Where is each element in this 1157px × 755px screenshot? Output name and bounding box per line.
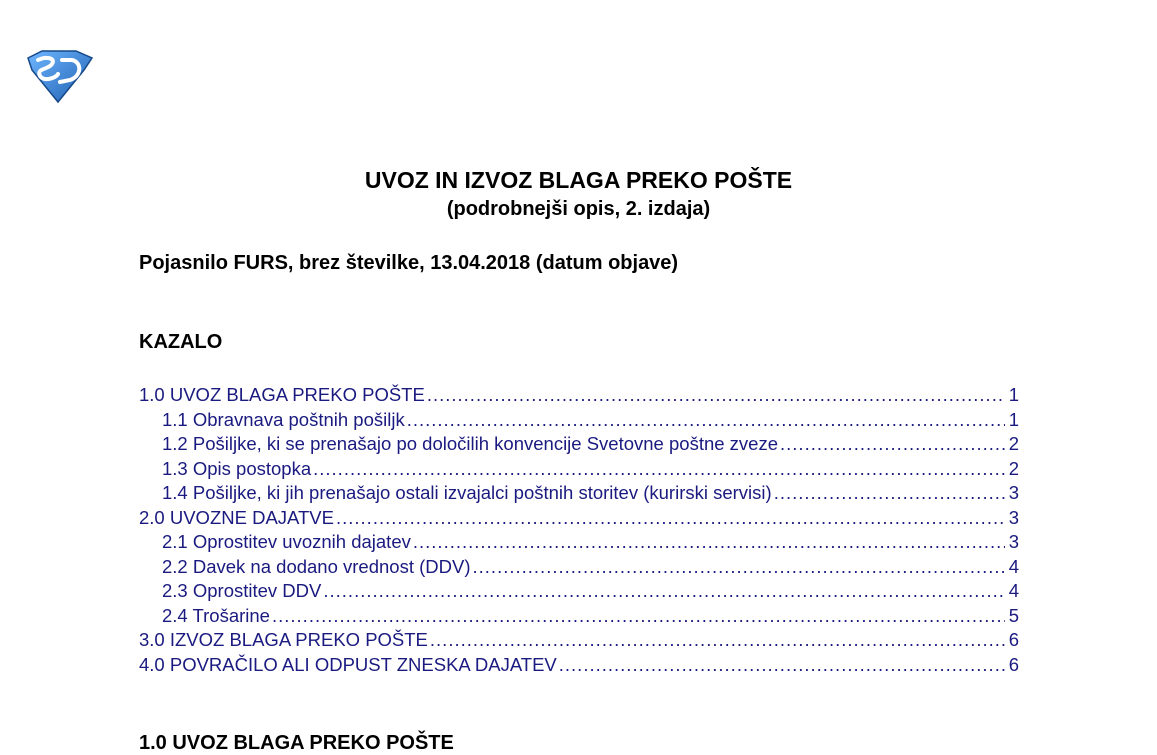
- toc-entry-text: 1.4 Pošiljke, ki jih prenašajo ostali izvajalci poštnih storitev (kurirski servisi): [162, 482, 772, 503]
- toc-page-number: 3: [1008, 482, 1019, 503]
- toc-entry[interactable]: [139, 506, 1019, 531]
- toc-entry-text: 4.0 POVRAČILO ALI ODPUST ZNESKA DAJATEV: [139, 653, 557, 675]
- toc-dot-leader: [336, 506, 1005, 531]
- document-title: UVOZ IN IZVOZ BLAGA PREKO POŠTE: [364, 167, 793, 193]
- toc-page-number: 1: [1008, 408, 1019, 430]
- toc-dot-leader: [323, 579, 1005, 604]
- toc-entry[interactable]: [139, 383, 1019, 408]
- toc-heading: KAZALO: [139, 331, 223, 353]
- toc-dot-leader: [774, 481, 1005, 506]
- toc-entry-text: 1.3 Opis postopka: [162, 457, 312, 479]
- toc-entry[interactable]: [139, 555, 1019, 580]
- toc-dot-leader: [313, 457, 1005, 482]
- toc-page-number: 2: [1008, 433, 1019, 454]
- toc-page-number: 4: [1008, 555, 1019, 577]
- toc-entry-text: 2.1 Oprostitev uvoznih dajatev: [162, 531, 411, 552]
- document-subtitle: (podrobnejši opis, 2. izdaja): [446, 198, 711, 220]
- toc-page-number: 1: [1008, 384, 1019, 405]
- toc-entry-text: 1.1 Obravnava poštnih pošiljk: [162, 408, 405, 430]
- toc-page-number: 6: [1008, 629, 1019, 650]
- toc-page-number: 6: [1008, 653, 1019, 675]
- toc-entry-text: 2.4 Trošarine: [162, 604, 270, 626]
- toc-entry-text: 2.0 UVOZNE DAJATVE: [139, 506, 334, 528]
- table-of-contents: [139, 383, 1019, 677]
- toc-dot-leader: [427, 383, 1005, 408]
- toc-entry[interactable]: [139, 408, 1019, 433]
- toc-entry[interactable]: [139, 481, 1019, 506]
- toc-page-number: 2: [1008, 457, 1019, 479]
- toc-entry-text: 1.2 Pošiljke, ki se prenašajo po določilih konvencije Svetovne poštne zveze: [162, 433, 779, 454]
- sd-shield-logo-icon: [22, 48, 96, 104]
- toc-dot-leader: [272, 604, 1005, 629]
- toc-dot-leader: [407, 408, 1005, 433]
- section-heading: 1.0 UVOZ BLAGA PREKO POŠTE: [139, 732, 454, 754]
- toc-dot-leader: [473, 555, 1005, 580]
- toc-entry[interactable]: [139, 457, 1019, 482]
- toc-entry-text: 3.0 IZVOZ BLAGA PREKO POŠTE: [139, 629, 428, 650]
- toc-dot-leader: [780, 432, 1005, 457]
- toc-entry[interactable]: [139, 604, 1019, 629]
- toc-entry[interactable]: [139, 530, 1019, 555]
- toc-dot-leader: [559, 653, 1005, 678]
- explanation-reference: Pojasnilo FURS, brez številke, 13.04.2018 (datum objave): [139, 252, 679, 274]
- toc-entry[interactable]: [139, 653, 1019, 678]
- toc-page-number: 3: [1008, 531, 1019, 552]
- toc-entry[interactable]: [139, 579, 1019, 604]
- toc-dot-leader: [413, 530, 1005, 555]
- toc-entry[interactable]: [139, 432, 1019, 457]
- toc-page-number: 3: [1008, 506, 1019, 528]
- toc-entry-text: 2.3 Oprostitev DDV: [162, 580, 322, 601]
- toc-dot-leader: [430, 628, 1005, 653]
- toc-page-number: 5: [1008, 604, 1019, 626]
- toc-entry-text: 2.2 Davek na dodano vrednost (DDV): [162, 555, 471, 577]
- toc-page-number: 4: [1008, 580, 1019, 601]
- toc-entry[interactable]: [139, 628, 1019, 653]
- toc-entry-text: 1.0 UVOZ BLAGA PREKO POŠTE: [139, 384, 425, 405]
